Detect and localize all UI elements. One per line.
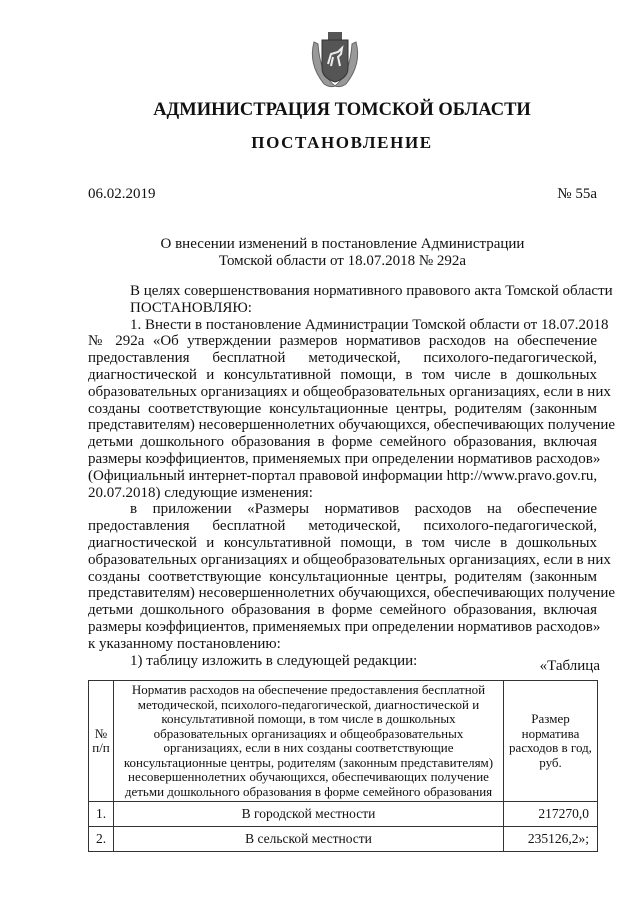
paragraph-line: представителям) несовершеннолетних обучающихся, обеспечивающих получение [88, 585, 616, 602]
norms-table [88, 680, 598, 852]
header-description: Норматив расходов на обеспечение предоставления бесплатной методической, психолого-педагогической, диагностической и консультативной помощи, в том числе в дошкольных образовательных организациях и общеобразовательных организациях, если в них созданы соответствующие консультационные центры, родителям (законным представителям) несовершеннолетних обучающихся, обеспечивающих получение детьми дошкольного образования в форме семейного образования [114, 681, 504, 802]
paragraph [88, 300, 597, 317]
header-amount: Размер норматива расходов в год, руб. [504, 681, 598, 802]
document-number: № 55а [557, 186, 597, 202]
paragraph-line: образовательных организациях и общеобразовательных организациях, если в них [88, 551, 611, 568]
paragraph-line: предоставления бесплатной методической, психолого-педагогической, [88, 518, 597, 535]
document-body [88, 283, 616, 669]
document-date: 06.02.2019 [88, 186, 156, 202]
paragraph [88, 653, 597, 670]
paragraph-line: размеры коэффициентов, применяемых при определении нормативов расходов» [88, 450, 601, 467]
paragraph-line: образовательных организациях и общеобразовательных организациях, если в них [88, 383, 611, 400]
document-type: ПОСТАНОВЛЕНИЕ [251, 133, 433, 152]
document-subject [88, 236, 597, 270]
paragraph-line: ПОСТАНОВЛЯЮ: [130, 299, 252, 316]
table-row [89, 827, 598, 852]
header-num: № п/п [89, 681, 114, 802]
paragraph-line: (Официальный интернет-портал правовой информации http://www.pravo.gov.ru, [88, 467, 598, 484]
paragraph-line: созданы соответствующие консультационные центры, родителям (законным [88, 568, 597, 585]
paragraph-line: предоставления бесплатной методической, психолого-педагогической, [88, 350, 597, 367]
paragraph-line: детьми дошкольного образования в форме семейного образования, включая [88, 434, 597, 451]
organization-name: АДМИНИСТРАЦИЯ ТОМСКОЙ ОБЛАСТИ [153, 100, 531, 120]
paragraph-line: к указанному постановлению: [88, 635, 281, 652]
row-description: В городской местности [114, 802, 504, 827]
row-amount: 217270,0 [504, 802, 598, 827]
row-amount: 235126,2»; [504, 827, 598, 852]
paragraph-line: 20.07.2018) следующие изменения: [88, 484, 313, 501]
paragraph-line: в приложении «Размеры нормативов расходов на обеспечение [130, 501, 597, 518]
paragraph-line: созданы соответствующие консультационные центры, родителям (законным [88, 400, 597, 417]
paragraph-line: В целях совершенствования нормативного правового акта Томской области [130, 283, 613, 299]
row-num: 2. [89, 827, 114, 852]
subject-line: Томской области от 18.07.2018 № 292а [218, 253, 467, 269]
paragraph-line: № 292а «Об утверждении размеров нормативов расходов на обеспечение [88, 333, 597, 350]
row-num: 1. [89, 802, 114, 827]
paragraph [88, 501, 616, 652]
coat-of-arms-emblem [300, 24, 370, 94]
paragraph-line: детьми дошкольного образования в форме семейного образования, включая [88, 602, 597, 619]
subject-line: О внесении изменений в постановление Администрации [160, 236, 525, 252]
row-description: В сельской местности [114, 827, 504, 852]
paragraph [88, 316, 616, 502]
paragraph-line: размеры коэффициентов, применяемых при определении нормативов расходов» [88, 618, 601, 635]
paragraph-line: диагностической и консультативной помощи, в том числе в дошкольных [88, 534, 597, 551]
paragraph-line: представителям) несовершеннолетних обучающихся, обеспечивающих получение [88, 417, 616, 434]
paragraph-line: 1) таблицу изложить в следующей редакции: [130, 652, 418, 669]
paragraph [88, 283, 613, 300]
table-row [89, 802, 598, 827]
table-caption: «Таблица [539, 658, 600, 674]
paragraph-line: диагностической и консультативной помощи, в том числе в дошкольных [88, 366, 597, 383]
table-header-row [89, 681, 598, 802]
paragraph-line: 1. Внести в постановление Администрации Томской области от 18.07.2018 [130, 316, 609, 333]
